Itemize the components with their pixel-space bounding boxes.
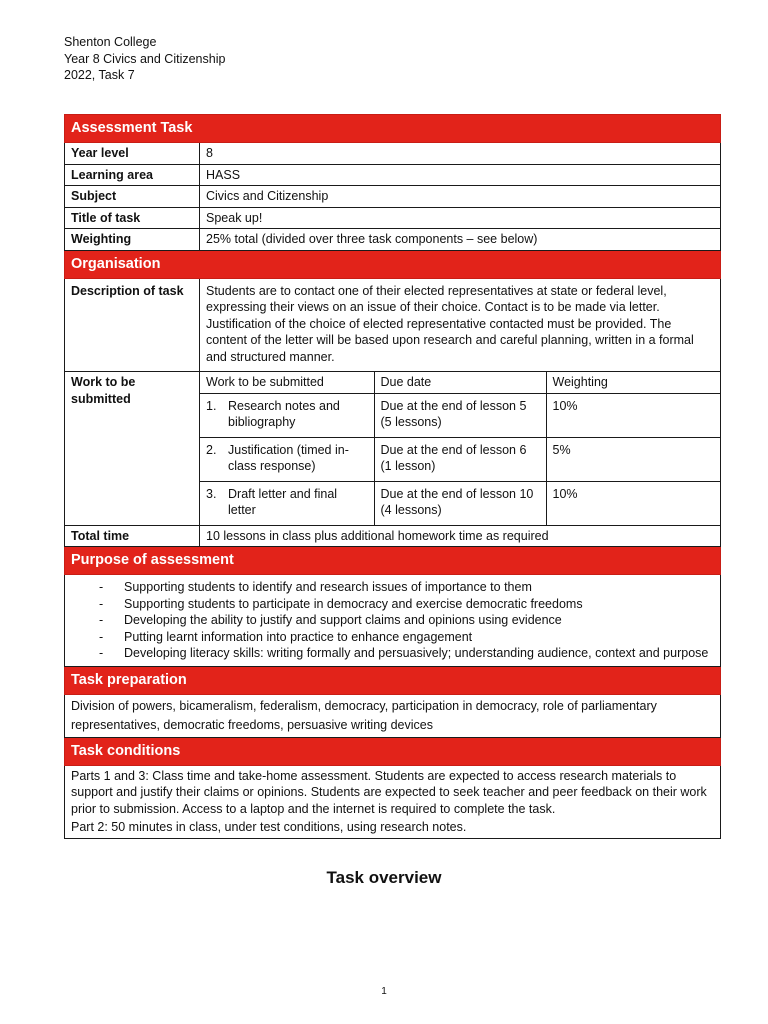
work-item-name: Draft letter and final letter <box>228 486 338 517</box>
detail-label: Learning area <box>65 164 200 186</box>
preparation-row <box>65 694 721 737</box>
conditions-part1: Parts 1 and 3: Class time and take-home assessment. Students are expected to access research materials to support and justify their claims or opinions. Students are expected to seek teacher and peer feedback on their work prior to submission. Access to a laptop and the internet is required to complete the task. <box>71 768 707 816</box>
detail-label: Year level <box>65 143 200 165</box>
section-assessment-task <box>65 115 721 143</box>
list-item: - Developing literacy skills: writing formally and persuasively; understanding audience, context and purpose <box>99 646 709 660</box>
detail-value: HASS <box>200 164 721 186</box>
detail-row-subject <box>65 186 721 208</box>
work-item-row <box>200 393 721 437</box>
detail-value: Speak up! <box>200 207 721 229</box>
work-item-weighting: 5% <box>546 437 721 481</box>
conditions-part2: Part 2: 50 minutes in class, under test conditions, using research notes. <box>71 820 467 834</box>
due-duration: (5 lessons) <box>380 415 442 429</box>
document-header <box>64 34 225 84</box>
assessment-table <box>64 114 721 839</box>
work-table-header <box>200 372 721 393</box>
work-item-number: 2. <box>206 442 217 457</box>
list-item: - Developing the ability to justify and support claims and opinions using evidence <box>99 613 562 627</box>
section-title: Task preparation <box>65 666 721 694</box>
work-item-weighting: 10% <box>546 481 721 525</box>
course-name: Year 8 Civics and Citizenship <box>64 51 226 66</box>
purpose-text: Putting learnt information into practice to enhance engagement <box>124 629 473 644</box>
work-item-weighting: 10% <box>546 393 721 437</box>
section-title: Purpose of assessment <box>65 547 721 575</box>
detail-label: Title of task <box>65 207 200 229</box>
detail-value: 8 <box>200 143 721 165</box>
section-title: Organisation <box>65 250 721 278</box>
purpose-text: Supporting students to identify and research issues of importance to them <box>124 580 532 594</box>
list-item: - Supporting students to identify and research issues of importance to them <box>99 580 532 594</box>
due-duration: (1 lesson) <box>380 459 436 473</box>
description-text: Students are to contact one of their elected representatives at state or federal level, expressing their views on an issue of their choice. Contact is to be made via letter. Justification of the choice of elected representative contacted must be provided. The content of the letter will be based upon research and careful planning, written in a formal and structured manner. <box>200 278 721 372</box>
work-item-row <box>200 481 721 525</box>
conditions-row <box>65 765 721 838</box>
due-date: Due at the end of lesson 6 <box>380 442 527 457</box>
work-item-number: 1. <box>206 398 217 413</box>
purpose-row <box>65 575 721 667</box>
work-item-name: Research notes and bibliography <box>228 398 340 429</box>
detail-label: Subject <box>65 186 200 208</box>
section-title: Assessment Task <box>65 115 721 143</box>
section-organisation <box>65 250 721 278</box>
work-item-name: Justification (timed in-class response) <box>228 442 349 473</box>
due-duration: (4 lessons) <box>380 503 442 517</box>
purpose-text: Developing the ability to justify and support claims and opinions using evidence <box>124 613 562 627</box>
total-time-value: 10 lessons in class plus additional homework time as required <box>200 525 721 547</box>
detail-value: 25% total (divided over three task components – see below) <box>200 229 721 251</box>
description-label: Description of task <box>65 278 200 372</box>
due-date: Due at the end of lesson 10 <box>380 486 534 501</box>
preparation-text: Division of powers, bicameralism, federalism, democracy, participation in democracy, role of parliamentary representatives, democratic freedoms, persuasive writing devices <box>65 694 721 737</box>
task-overview-heading: Task overview <box>326 868 442 887</box>
detail-row-learning-area <box>65 164 721 186</box>
list-item: - Supporting students to participate in democracy and exercise democratic freedoms <box>99 596 583 611</box>
work-table <box>200 372 721 525</box>
detail-value: Civics and Citizenship <box>200 186 721 208</box>
list-item: - Putting learnt information into practice to enhance engagement <box>99 629 473 644</box>
purpose-text: Supporting students to participate in democracy and exercise democratic freedoms <box>124 596 583 611</box>
section-preparation <box>65 666 721 694</box>
description-row <box>65 278 721 372</box>
detail-row-year-level <box>65 143 721 165</box>
work-row <box>65 372 721 526</box>
work-item-number: 3. <box>206 486 217 501</box>
detail-row-title <box>65 207 721 229</box>
purpose-text: Developing literacy skills: writing formally and persuasively; understanding audience, context and purpose <box>124 646 709 660</box>
section-purpose <box>65 547 721 575</box>
page-number: 1 <box>381 986 387 997</box>
work-header-work: Work to be submitted <box>200 372 374 393</box>
work-header-weighting: Weighting <box>546 372 721 393</box>
work-item-row <box>200 437 721 481</box>
section-title: Task conditions <box>65 737 721 765</box>
detail-row-weighting <box>65 229 721 251</box>
school-name: Shenton College <box>64 35 157 49</box>
task-reference: 2022, Task 7 <box>64 68 135 82</box>
detail-label: Weighting <box>65 229 200 251</box>
section-conditions <box>65 737 721 765</box>
total-time-row <box>65 525 721 547</box>
due-date: Due at the end of lesson 5 <box>380 398 527 413</box>
work-label: Work to be submitted <box>65 372 200 526</box>
purpose-list <box>71 577 714 664</box>
work-header-due: Due date <box>374 372 546 393</box>
total-time-label: Total time <box>65 525 200 547</box>
